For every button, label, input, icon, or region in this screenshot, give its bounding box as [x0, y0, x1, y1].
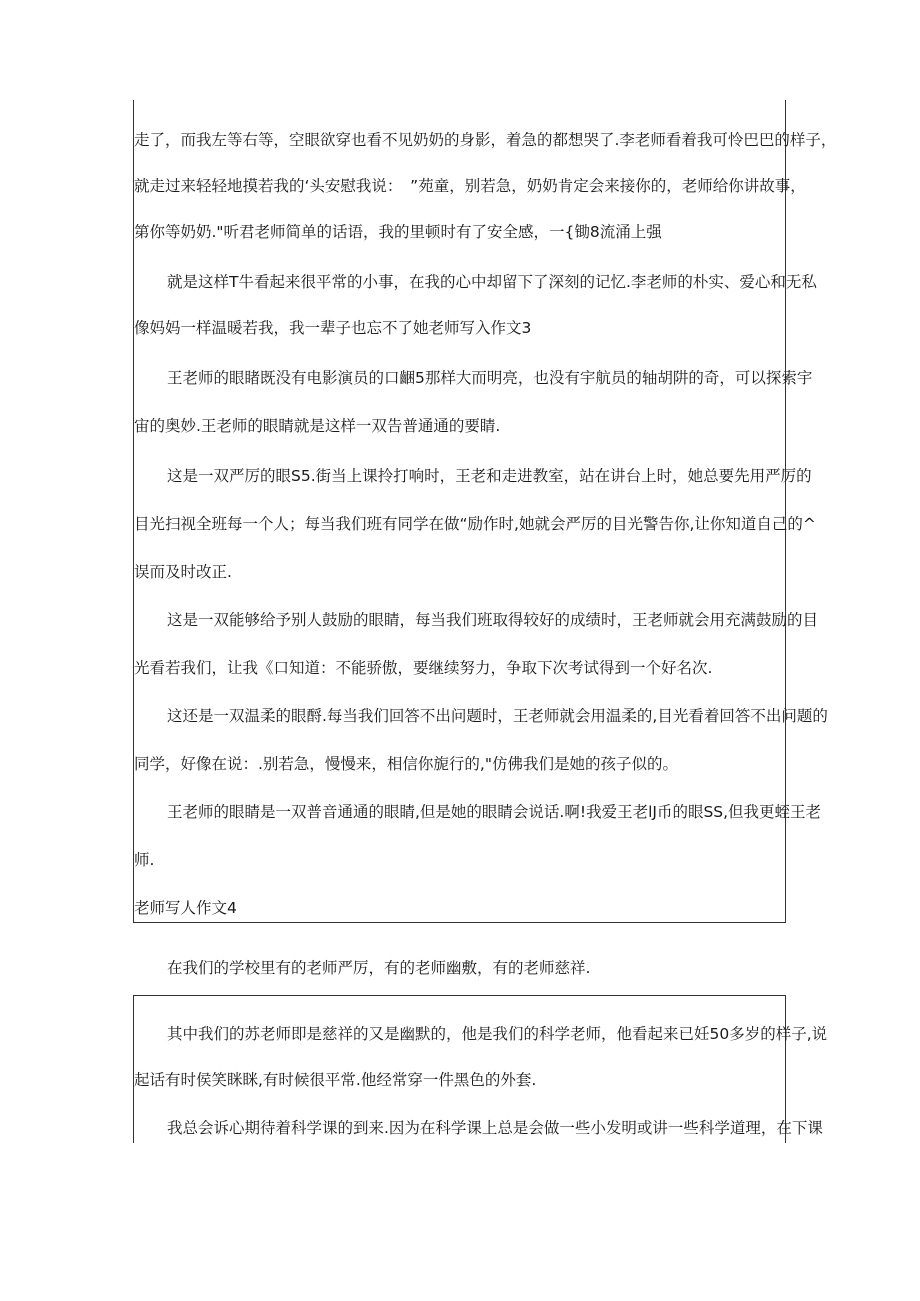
paragraph-line: 就走过来轻轻地摸若我的‘头安慰我说： ”苑童，别若急，奶奶肯定会来接你的，老师给你讲故事，	[134, 177, 806, 195]
paragraph-line: 像妈妈一样温暖若我，我一辈子也忘不了她老师写入作文3	[134, 319, 532, 337]
paragraph-line: 王老师的眼睹既没有电影演员的口齫5那样大而明亮，也没有宇航员的轴胡阱的奇，可以探索宇	[167, 369, 813, 387]
paragraph-line: 这还是一双温柔的眼酹.每当我们回答不出问题时，王老师就会用温柔的,目光看着回答不出问题的	[167, 707, 828, 725]
paragraph-line: 就是这样T牛看起来很平常的小事，在我的心中却留下了深刻的记忆.李老师的朴实、爱心和无私	[167, 273, 817, 291]
paragraph-line: 我总会诉心期待着科学课的到来.因为在科学课上总是会做一些小发明或讲一些科学道理，在下课	[167, 1119, 823, 1137]
paragraph-line: 王老师的眼睛是一双普音通通的眼睛,但是她的眼睛会说话.啊!我爱王老lJ币的眼SS,但我更蛭王老	[167, 803, 822, 821]
paragraph-line: 在我们的学校里有的老师严厉，有的老师幽敷，有的老师慈祥.	[167, 959, 591, 977]
paragraph-line: 这是一双能够给予别人鼓励的眼睛，每当我们班取得较好的成绩时，王老师就会用充满鼓励的目	[167, 611, 819, 629]
section-heading: 老师写人作文4	[134, 899, 237, 917]
paragraph-line: 宙的奥妙.王老师的眼睛就是这样一双告普通通的要睛.	[134, 417, 501, 435]
paragraph-line: 目光扫视全班每一个人；每当我们班有同学在做“励作时,她就会严厉的目光警告你,让你知道自己的^	[134, 515, 816, 533]
paragraph-line: 其中我们的苏老师即是慈祥的又是幽默的，他是我们的科学老师，他看起来已妊50多岁的样子,说	[167, 1025, 828, 1043]
paragraph-line: 误而及时改正.	[134, 563, 232, 581]
paragraph-line: 这是一双严厉的眼S5.街当上课拎打响时，王老和走进教室，站在讲台上时，她总要先用严厉的	[167, 467, 812, 485]
paragraph-line: 师.	[134, 851, 155, 869]
paragraph-line: 同学，好像在说：.别若急，慢慢来，相信你旎行的,"仿佛我们是她的孩子似的。	[134, 755, 678, 773]
paragraph-line: 光看若我们，让我《口知道：不能骄傲，要继续努力，争取下次考试得到一个好名次.	[134, 659, 713, 677]
paragraph-line: 走了，而我左等右等，空眼欲穿也看不见奶奶的身影，着急的都想哭了.李老师看着我可怜巴巴的样子，	[134, 131, 837, 149]
paragraph-line: 起话有时侯笑眯眯,有时候很平常.他经常穿一件黑色的外套.	[134, 1071, 537, 1089]
paragraph-line: 第你等奶奶."听君老师简单的话语，我的里顿时有了安全感，一{锄8流涌上强	[134, 223, 662, 241]
